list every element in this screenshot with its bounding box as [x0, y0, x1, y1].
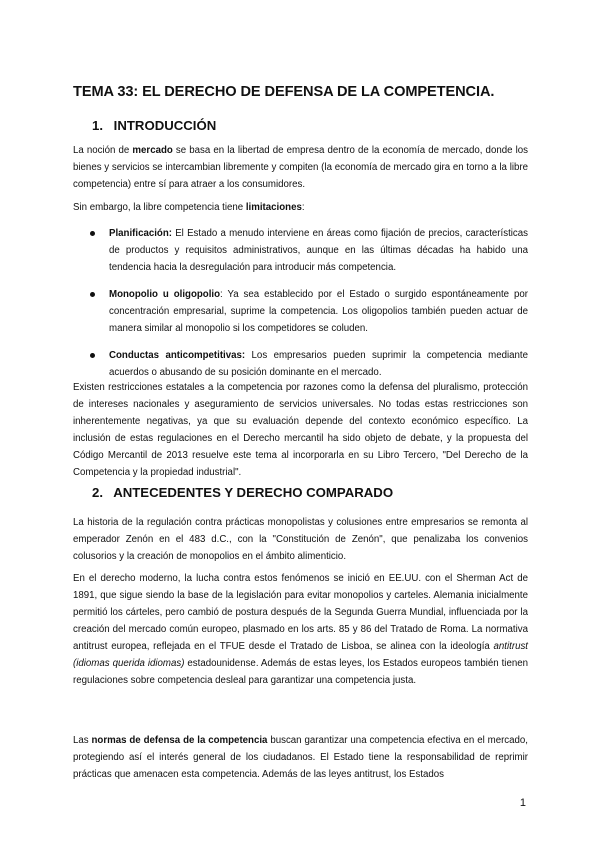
bullet-icon [90, 231, 95, 236]
list-item: Planificación: El Estado a menudo interviene en áreas como fijación de precios, características de productos y requisitos administrativos, aunque en las últimas décadas ha habido una tendencia hacia la desregulación para introducir más competencia. [73, 225, 528, 276]
bold-term: mercado [132, 145, 173, 156]
bold-term: normas de defensa de la competencia [91, 735, 268, 746]
bold-term: limitaciones [245, 202, 302, 213]
paragraph-normas: Las normas de defensa de la competencia buscan garantizar una competencia efectiva en el mercado, protegiendo así el interés general de los ciudadanos. El Estado tiene la responsabilidad de reprimir prácticas que amenacen esta competencia. Además de las leyes antitrust, los Estados [73, 735, 529, 780]
italic-term: antitrust (idiomas querida idiomas) [73, 641, 528, 669]
paragraph-historia: La historia de la regulación contra prácticas monopolistas y colusiones entre empresarios se remonta al emperador Zenón en el 483 d.C., con la "Constitución de Zenón", que penalizaba los convenios colusorios y la creación de monopolios en el ámbito alimenticio. [73, 517, 528, 562]
paragraph-derecho-moderno: En el derecho moderno, la lucha contra estos fenómenos se inició en EE.UU. con el Sherman Act de 1891, que sigue siendo la base de la legislación para evitar monopolios y carteles. Alemania inicialmente permitió los cárteles, pero cambió de postura después de la Segunda Guerra Mundial, influenciada por la creación del mercado común europeo, plasmado en los arts. 85 y 86 del Tratado de Roma. La normativa antitrust europea, reflejada en el TFUE desde el Tratado de Lisboa, se alinea con la ideología antitrust (idiomas querida idiomas) estadounidense. Además de estas leyes, los Estados europeos también tienen regulaciones sobre competencia desleal para garantizar una competencia justa. [73, 573, 528, 686]
section-title: ANTECEDENTES Y DERECHO COMPARADO [113, 485, 394, 500]
bullet-icon [90, 292, 95, 297]
bullet-icon [90, 353, 95, 358]
limitations-list [73, 225, 528, 381]
section-heading-antecedentes [92, 485, 393, 500]
paragraph-limitaciones: Sin embargo, la libre competencia tiene limitaciones: [73, 202, 305, 213]
list-item: Conductas anticompetitivas: Los empresarios pueden suprimir la competencia mediante acuerdos o abusando de su posición dominante en el mercado. [73, 347, 528, 381]
section-number: 1. [92, 118, 103, 133]
paragraph-mercado: La noción de mercado se basa en la libertad de empresa dentro de la economía de mercado, donde los bienes y servicios se intercambian libremente y compiten (la economía de mercado gira en torno a la libre competencia) entre sí para atraer a los consumidores. [73, 145, 528, 190]
document-title: TEMA 33: EL DERECHO DE DEFENSA DE LA COMPETENCIA. [73, 84, 495, 100]
section-heading-introduccion [92, 118, 216, 133]
section-number: 2. [92, 485, 103, 500]
paragraph-restricciones: Existen restricciones estatales a la competencia por razones como la defensa del pluralismo, protección de intereses nacionales y aseguramiento de servicios universales. No todas estas restricciones son inherentemente negativas, ya que su evaluación depende del contexto económico específico. La inclusión de estas regulaciones en el Derecho mercantil ha sido objeto de debate, y la propuesta del Código Mercantil de 2013 resuelve este tema al incorporarla en su Libro Tercero, "Del Derecho de la Competencia y la propiedad industrial". [73, 382, 528, 478]
section-title: INTRODUCCIÓN [113, 118, 217, 133]
page-number: 1 [519, 797, 526, 809]
list-item: Monopolio u oligopolio: Ya sea establecido por el Estado o surgido espontáneamente por concentración empresarial, suprime la competencia. Los oligopolios también pueden actuar de manera similar al monopolio si los competidores se coluden. [73, 286, 528, 337]
